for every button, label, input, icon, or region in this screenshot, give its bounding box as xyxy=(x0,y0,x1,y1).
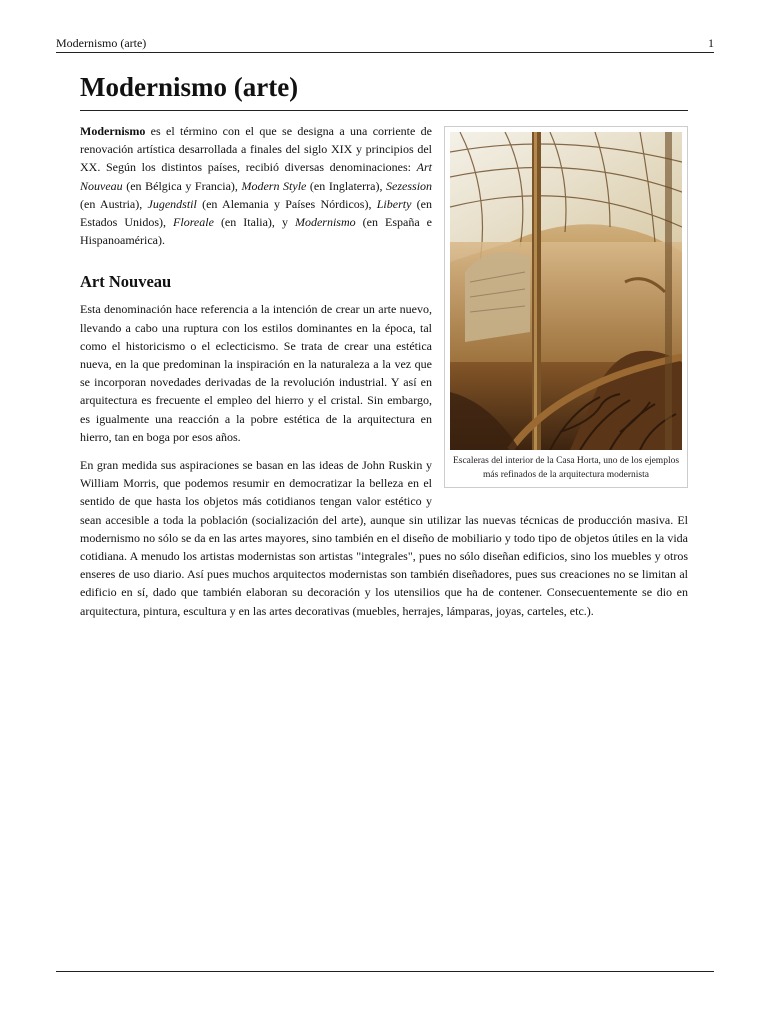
section-heading: Art Nouveau xyxy=(80,272,172,292)
page-header xyxy=(56,36,714,53)
name-liberty: Liberty xyxy=(376,196,412,211)
body-paragraph-2: En gran medida sus aspiraciones se basan en las ideas de John Ruskin y William Morris, que podemos resumir en democratizar la belleza en el sentido de que hasta los objetos más cotidianos tengan valor estético y sean accesible a toda la población (socialización del arte), aunque sin utilizar las nuevas técnicas de producción masiva. El modernismo no sólo se da en las artes mayores, sino también en el diseño de mobiliario y todo tipo de objetos útiles en la vida cotidiana. A menudo los artistas modernistas son artistas "integrales", pues no sólo diseñan edificios, sino los muebles y otros enseres de uso diario. Así pues muchos arquitectos modernistas son también diseñadores, pues sus creaciones no se limitan al edificio en sí, dado que también elaboran su decoración y los utensilios que ha de contener. Consecuentemente se dio en arquitectura, pintura, escultura y en las artes decorativas (muebles, herrajes, lámparas, joyas, carteles, etc.). xyxy=(80,458,688,618)
intro-text: (en Estados Unidos), xyxy=(80,196,432,230)
intro-text: (en Bélgica y Francia), xyxy=(122,178,242,193)
running-title: Modernismo (arte) xyxy=(56,36,147,50)
figure xyxy=(444,126,688,488)
name-jugendstil: Jugendstil xyxy=(147,196,197,211)
name-sezession: Sezession xyxy=(386,178,433,193)
intro-term: Modernismo xyxy=(80,124,146,138)
intro-text: (en Austria), xyxy=(80,196,148,211)
footer-rule xyxy=(56,971,714,972)
name-floreale: Floreale xyxy=(173,215,214,230)
page-number: 1 xyxy=(708,36,714,50)
name-modernismo: Modernismo xyxy=(294,215,356,230)
intro-text: (en España e Hispanoamérica). xyxy=(80,215,432,248)
intro-text: es el término con el que se designa a una corriente de renovación artística desarrollada a finales del siglo XIX y principios del XX. Según los distintos países, recibió diversas denominaciones: xyxy=(80,124,432,175)
article xyxy=(80,70,688,620)
article-title: Modernismo (arte) xyxy=(80,70,688,111)
body-paragraph-1: Esta denominación hace referencia a la intención de crear un arte nuevo, llevando a cabo una ruptura con los estilos dominantes en la época, tal como el historicismo o el eclecticismo. Se trata de crear una estética nueva, en la que predominan la inspiración en la naturaleza a la vez que se incorporan novedades derivadas de la revolución industrial. Y así en arquitectura es frecuente el empleo del hierro y el cristal. Sin embargo, es igualmente una reacción a la pobre estética de la arquitectura en hierro, tan en boga por esos años. xyxy=(80,302,432,444)
figure-caption: Escaleras del interior de la Casa Horta, uno de los ejemplos más refinados de la arquitectura modernista xyxy=(452,456,680,480)
intro-text: (en Alemania y Países Nórdicos), xyxy=(196,196,377,211)
name-modern-style: Modern Style xyxy=(241,178,307,193)
intro-text: (en Inglaterra), xyxy=(306,178,387,193)
intro-text: (en Italia), y xyxy=(213,215,295,230)
name-art-nouveau: Art Nouveau xyxy=(80,160,432,193)
stairway-photo xyxy=(450,132,682,450)
